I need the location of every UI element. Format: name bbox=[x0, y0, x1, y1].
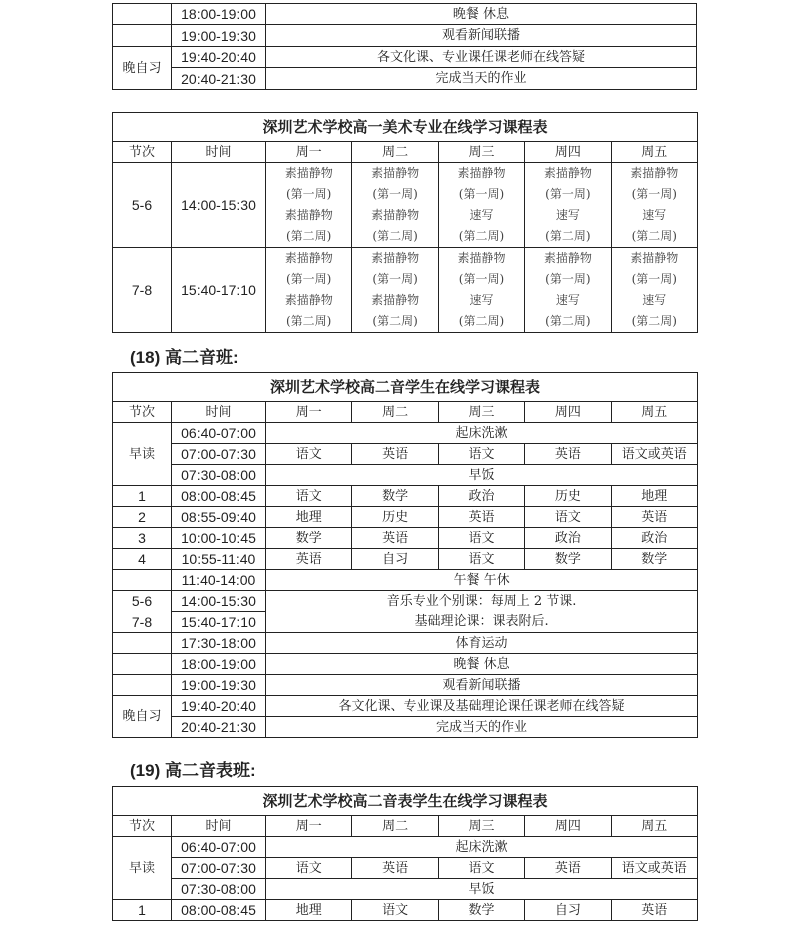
header-row bbox=[113, 816, 698, 837]
course-cell: 素描静物 (第一周) 素描静物 (第二周) bbox=[352, 248, 438, 333]
table-row bbox=[113, 68, 697, 90]
table-row bbox=[113, 528, 698, 549]
activity-cell: 完成当天的作业 bbox=[266, 717, 698, 738]
course-cell: 地理 bbox=[611, 486, 697, 507]
header-cell: 时间 bbox=[172, 402, 266, 423]
course-cell: 数学 bbox=[438, 900, 524, 921]
period-cell: 1 bbox=[113, 900, 172, 921]
activity-cell: 各文化课、专业课及基础理论课任课老师在线答疑 bbox=[266, 696, 698, 717]
course-cell: 素描静物 (第一周) 素描静物 (第二周) bbox=[266, 248, 352, 333]
time-cell: 11:40-14:00 bbox=[172, 570, 266, 591]
activity-cell: 午餐 午休 bbox=[266, 570, 698, 591]
course-cell: 英语 bbox=[525, 858, 611, 879]
section-heading-18: (18) 高二音班: bbox=[130, 348, 239, 367]
header-cell: 节次 bbox=[113, 402, 172, 423]
course-cell: 历史 bbox=[352, 507, 438, 528]
course-cell: 语文 bbox=[438, 858, 524, 879]
course-cell: 素描静物 (第一周) 速写 (第二周) bbox=[611, 248, 697, 333]
time-cell: 10:00-10:45 bbox=[172, 528, 266, 549]
course-cell: 数学 bbox=[266, 528, 352, 549]
header-cell: 周四 bbox=[525, 402, 611, 423]
header-cell: 周二 bbox=[352, 402, 438, 423]
table-row bbox=[113, 4, 697, 25]
table-row bbox=[113, 444, 698, 465]
period-cell: 2 bbox=[113, 507, 172, 528]
table-row bbox=[113, 591, 698, 612]
course-cell: 语文 bbox=[525, 507, 611, 528]
header-cell: 周五 bbox=[611, 816, 697, 837]
header-cell: 周三 bbox=[438, 402, 524, 423]
course-cell: 语文 bbox=[352, 900, 438, 921]
table-row bbox=[113, 654, 698, 675]
header-cell: 周三 bbox=[438, 142, 524, 163]
table-row bbox=[113, 47, 697, 68]
course-cell: 自习 bbox=[525, 900, 611, 921]
table-row bbox=[113, 900, 698, 921]
header-cell: 周四 bbox=[525, 816, 611, 837]
period-cell: 3 bbox=[113, 528, 172, 549]
table-row bbox=[113, 25, 697, 47]
header-cell: 节次 bbox=[113, 142, 172, 163]
table-row bbox=[113, 858, 698, 879]
header-row bbox=[113, 402, 698, 423]
time-cell: 06:40-07:00 bbox=[172, 423, 266, 444]
header-cell: 周一 bbox=[266, 142, 352, 163]
time-cell: 15:40-17:10 bbox=[172, 248, 266, 333]
course-cell: 英语 bbox=[611, 507, 697, 528]
time-cell: 06:40-07:00 bbox=[172, 837, 266, 858]
table-title: 深圳艺术学校高二音学生在线学习课程表 bbox=[113, 373, 698, 402]
header-cell: 周四 bbox=[525, 142, 611, 163]
period-cell: 5-6 bbox=[113, 591, 172, 612]
time-cell: 20:40-21:30 bbox=[172, 68, 266, 90]
time-cell: 18:00-19:00 bbox=[172, 654, 266, 675]
course-cell: 素描静物 (第一周) 速写 (第二周) bbox=[611, 163, 697, 248]
activity-cell: 完成当天的作业 bbox=[266, 68, 697, 90]
table-row bbox=[113, 675, 698, 696]
course-cell: 数学 bbox=[525, 549, 611, 570]
course-cell: 英语 bbox=[438, 507, 524, 528]
course-cell: 语文或英语 bbox=[611, 858, 697, 879]
course-cell: 语文 bbox=[266, 486, 352, 507]
header-cell: 节次 bbox=[113, 816, 172, 837]
table-row bbox=[113, 465, 698, 486]
header-cell: 周二 bbox=[352, 816, 438, 837]
course-cell: 语文或英语 bbox=[611, 444, 697, 465]
schedule-table-art bbox=[112, 112, 698, 333]
time-cell: 17:30-18:00 bbox=[172, 633, 266, 654]
header-cell: 周五 bbox=[611, 142, 697, 163]
course-cell: 素描静物 (第一周) 素描静物 (第二周) bbox=[352, 163, 438, 248]
time-cell: 14:00-15:30 bbox=[172, 163, 266, 248]
activity-cell: 晚餐 休息 bbox=[266, 4, 697, 25]
table-title: 深圳艺术学校高二音表学生在线学习课程表 bbox=[113, 787, 698, 816]
time-cell: 14:00-15:30 bbox=[172, 591, 266, 612]
course-cell: 数学 bbox=[611, 549, 697, 570]
header-cell: 时间 bbox=[172, 816, 266, 837]
course-cell: 政治 bbox=[525, 528, 611, 549]
header-row bbox=[113, 142, 698, 163]
course-cell: 英语 bbox=[611, 900, 697, 921]
period-cell: 早读 bbox=[113, 837, 172, 900]
section-heading-19: (19) 高二音表班: bbox=[130, 761, 256, 780]
course-cell: 语文 bbox=[438, 528, 524, 549]
period-cell: 晚自习 bbox=[113, 696, 172, 738]
table-row bbox=[113, 837, 698, 858]
course-cell: 语文 bbox=[266, 444, 352, 465]
table-row bbox=[113, 549, 698, 570]
period-cell bbox=[113, 4, 172, 25]
activity-cell: 早饭 bbox=[266, 879, 698, 900]
course-cell: 历史 bbox=[525, 486, 611, 507]
activity-cell: 观看新闻联播 bbox=[266, 25, 697, 47]
time-cell: 07:30-08:00 bbox=[172, 465, 266, 486]
schedule-table-top-continuation bbox=[112, 3, 697, 90]
course-cell: 英语 bbox=[352, 858, 438, 879]
course-cell: 地理 bbox=[266, 507, 352, 528]
period-cell: 4 bbox=[113, 549, 172, 570]
header-cell: 周五 bbox=[611, 402, 697, 423]
table-row bbox=[113, 879, 698, 900]
course-cell: 素描静物 (第一周) 速写 (第二周) bbox=[525, 163, 611, 248]
table-row bbox=[113, 570, 698, 591]
activity-cell: 观看新闻联播 bbox=[266, 675, 698, 696]
header-cell: 周一 bbox=[266, 402, 352, 423]
course-cell: 英语 bbox=[352, 444, 438, 465]
schedule-table-music bbox=[112, 372, 698, 738]
activity-cell: 起床洗漱 bbox=[266, 423, 698, 444]
time-cell: 07:00-07:30 bbox=[172, 858, 266, 879]
time-cell: 08:00-08:45 bbox=[172, 486, 266, 507]
table-row bbox=[113, 423, 698, 444]
course-cell: 英语 bbox=[352, 528, 438, 549]
activity-cell: 起床洗漱 bbox=[266, 837, 698, 858]
time-cell: 19:40-20:40 bbox=[172, 47, 266, 68]
course-cell: 语文 bbox=[438, 444, 524, 465]
time-cell: 19:40-20:40 bbox=[172, 696, 266, 717]
time-cell: 20:40-21:30 bbox=[172, 717, 266, 738]
course-cell: 地理 bbox=[266, 900, 352, 921]
course-cell: 政治 bbox=[611, 528, 697, 549]
time-cell: 15:40-17:10 bbox=[172, 612, 266, 633]
table-row bbox=[113, 717, 698, 738]
table-row bbox=[113, 507, 698, 528]
period-cell: 晚自习 bbox=[113, 47, 172, 90]
time-cell: 08:55-09:40 bbox=[172, 507, 266, 528]
header-cell: 时间 bbox=[172, 142, 266, 163]
time-cell: 19:00-19:30 bbox=[172, 25, 266, 47]
activity-cell: 晚餐 休息 bbox=[266, 654, 698, 675]
header-cell: 周一 bbox=[266, 816, 352, 837]
course-cell: 语文 bbox=[438, 549, 524, 570]
course-cell: 自习 bbox=[352, 549, 438, 570]
table-title: 深圳艺术学校高一美术专业在线学习课程表 bbox=[113, 113, 698, 142]
activity-cell: 音乐专业个别课：每周上 2 节课. bbox=[266, 591, 698, 612]
course-cell: 数学 bbox=[352, 486, 438, 507]
activity-cell: 基础理论课：课表附后. bbox=[266, 612, 698, 633]
period-cell bbox=[113, 25, 172, 47]
period-cell: 7-8 bbox=[113, 248, 172, 333]
table-row bbox=[113, 696, 698, 717]
activity-cell: 早饭 bbox=[266, 465, 698, 486]
time-cell: 10:55-11:40 bbox=[172, 549, 266, 570]
period-cell: 1 bbox=[113, 486, 172, 507]
table-row bbox=[113, 163, 698, 248]
period-cell: 早读 bbox=[113, 423, 172, 486]
table-row bbox=[113, 486, 698, 507]
activity-cell: 体育运动 bbox=[266, 633, 698, 654]
table-row bbox=[113, 248, 698, 333]
course-cell: 素描静物 (第一周) 素描静物 (第二周) bbox=[266, 163, 352, 248]
time-cell: 19:00-19:30 bbox=[172, 675, 266, 696]
course-cell: 素描静物 (第一周) 速写 (第二周) bbox=[438, 248, 524, 333]
time-cell: 08:00-08:45 bbox=[172, 900, 266, 921]
time-cell: 07:00-07:30 bbox=[172, 444, 266, 465]
course-cell: 英语 bbox=[525, 444, 611, 465]
table-row bbox=[113, 612, 698, 633]
time-cell: 18:00-19:00 bbox=[172, 4, 266, 25]
period-cell: 5-6 bbox=[113, 163, 172, 248]
table-row bbox=[113, 633, 698, 654]
course-cell: 素描静物 (第一周) 速写 (第二周) bbox=[525, 248, 611, 333]
course-cell: 语文 bbox=[266, 858, 352, 879]
activity-cell: 各文化课、专业课任课老师在线答疑 bbox=[266, 47, 697, 68]
header-cell: 周三 bbox=[438, 816, 524, 837]
period-cell: 7-8 bbox=[113, 612, 172, 633]
course-cell: 英语 bbox=[266, 549, 352, 570]
time-cell: 07:30-08:00 bbox=[172, 879, 266, 900]
course-cell: 政治 bbox=[438, 486, 524, 507]
header-cell: 周二 bbox=[352, 142, 438, 163]
schedule-table-music-performance bbox=[112, 786, 698, 921]
course-cell: 素描静物 (第一周) 速写 (第二周) bbox=[438, 163, 524, 248]
